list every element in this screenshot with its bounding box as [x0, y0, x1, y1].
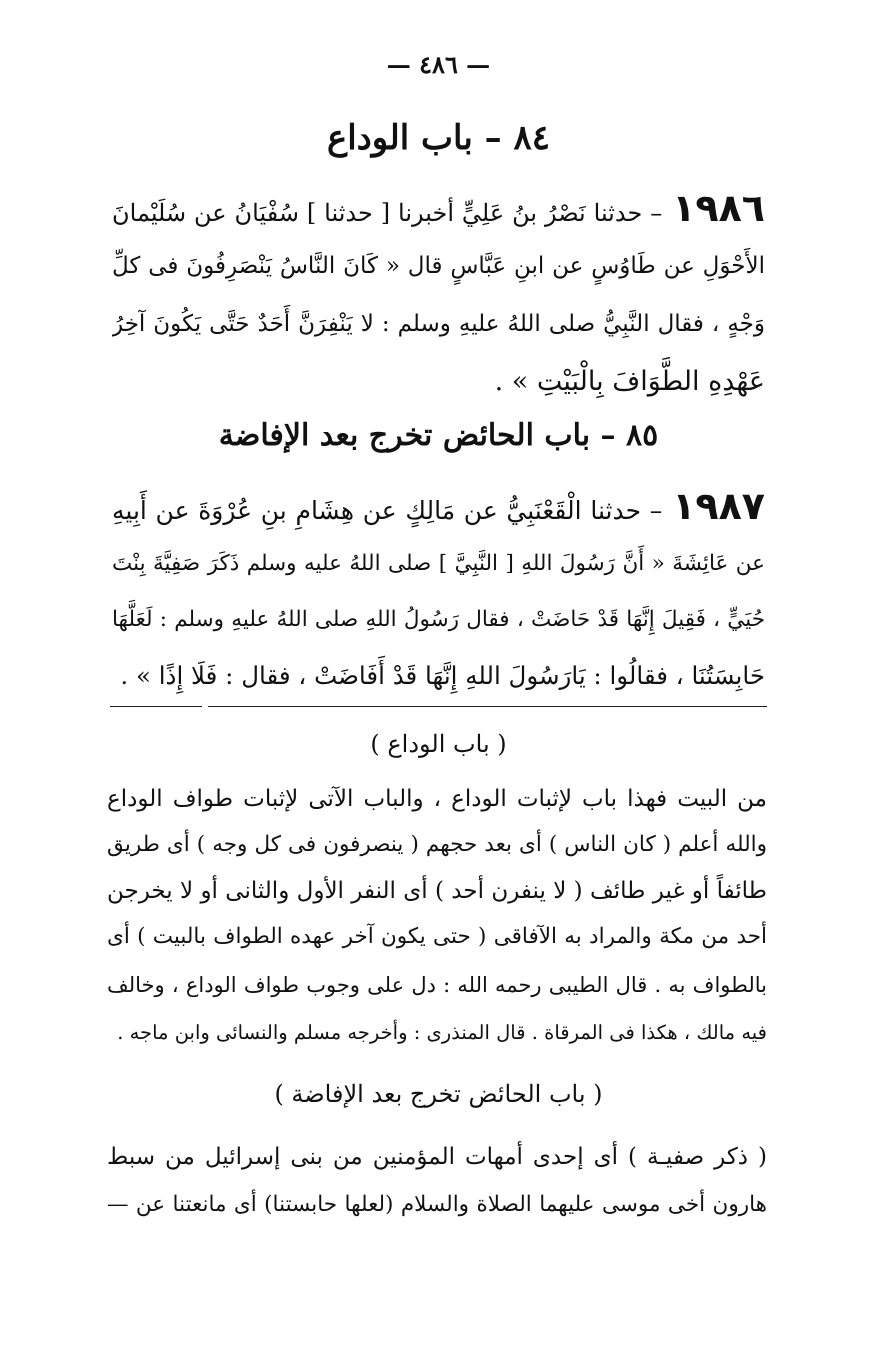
hadith-1987-line-3: حُيَيٍّ ، فَقِيلَ إِنَّهَا قَدْ حَاضَتْ ، فقال رَسُولُ اللهِ صلى اللهُ عليهِ وسلم : لَعَلَّهَا	[112, 607, 765, 632]
commentary-line-4: أحد من مكة والمراد به الآفاقى ( حتى يكون آخر عهده الطواف بالبيت ) أى	[107, 924, 767, 949]
commentary-line-1: من البيت فهذا باب لإثبات الوداع ، والباب الآتى لإثبات طواف الوداع	[107, 786, 767, 812]
hadith-1987-line-1	[112, 476, 765, 536]
hadith-1987-text-1: – حدثنا الْقَعْنَبِيُّ عن مَالِكٍ عن هِشَامِ بنِ عُرْوَةَ عن أَبِيهِ	[112, 496, 663, 525]
hadith-1986-text-1: – حدثنا نَصْرُ بنُ عَلِيٍّ أخبرنا [ حدثنا ] سُفْيَانُ عن سُلَيْمانَ	[112, 199, 663, 227]
commentary-title-wada: ( باب الوداع )	[370, 730, 507, 758]
commentary-line-5: بالطواف به . قال الطيبى رحمه الله : دل على وجوب طواف الوداع ، وخالف	[107, 973, 767, 997]
chapter-85-heading: ٨٥ – باب الحائض تخرج بعد الإفاضة	[218, 418, 659, 453]
hadith-1987-line-2: عن عَائِشَةَ « أَنَّ رَسُولَ اللهِ [ النَّبِيَّ ] صلى اللهُ عليه وسلم ذَكَرَ صَفِيَّةَ بِنْتَ	[112, 551, 765, 576]
hadith-number-1986: ١٩٨٦	[672, 186, 765, 230]
page-number: — ٤٨٦ —	[386, 50, 491, 79]
footnote-divider	[110, 706, 767, 707]
commentary-line-2: والله أعلم ( كان الناس ) أى بعد حجهم ( ينصرفون فى كل وجه ) أى طريق	[107, 832, 767, 857]
commentary-title-haid: ( باب الحائض تخرج بعد الإفاضة )	[274, 1080, 603, 1108]
hadith-1987-line-4: حَابِسَتُنَا ، فقالُوا : يَارَسُولَ اللهِ إِنَّهَا قَدْ أَفَاضَتْ ، فقال : فَلَا إِذًا » .	[120, 661, 765, 690]
commentary-line-8: هارون أخى موسى عليهما الصلاة والسلام (لعلها حابستنا) أى مانعتنا عن —	[107, 1192, 767, 1217]
hadith-1986-line-1	[112, 178, 765, 238]
hadith-number-1987: ١٩٨٧	[672, 484, 765, 528]
hadith-1986-line-3: وَجْهٍ ، فقال النَّبِيُّ صلى اللهُ عليهِ وسلم : لا يَنْفِرَنَّ أَحَدٌ حَتَّى يَكُونَ آخِرُ	[112, 311, 765, 337]
commentary-line-6: فيه مالك ، هكذا فى المرقاة . قال المنذرى : وأخرجه مسلم والنسائى وابن ماجه .	[117, 1021, 767, 1044]
hadith-1986-line-2: الأَحْوَلِ عن طَاوُسٍ عن ابنِ عَبَّاسٍ قال « كَانَ النَّاسُ يَنْصَرِفُونَ فى كلِّ	[112, 253, 765, 279]
commentary-line-3: طائفاً أو غير طائف ( لا ينفرن أحد ) أى النفر الأول والثانى أو لا يخرجن	[107, 878, 767, 904]
commentary-line-7: ( ذكر صفيـة ) أى إحدى أمهات المؤمنين من بنى إسرائيل من سبط	[107, 1144, 767, 1170]
chapter-84-heading: ٨٤ – باب الوداع	[326, 118, 551, 158]
hadith-1986-line-4: عَهْدِهِ الطَّوَافَ بِالْبَيْتِ » .	[494, 366, 765, 397]
